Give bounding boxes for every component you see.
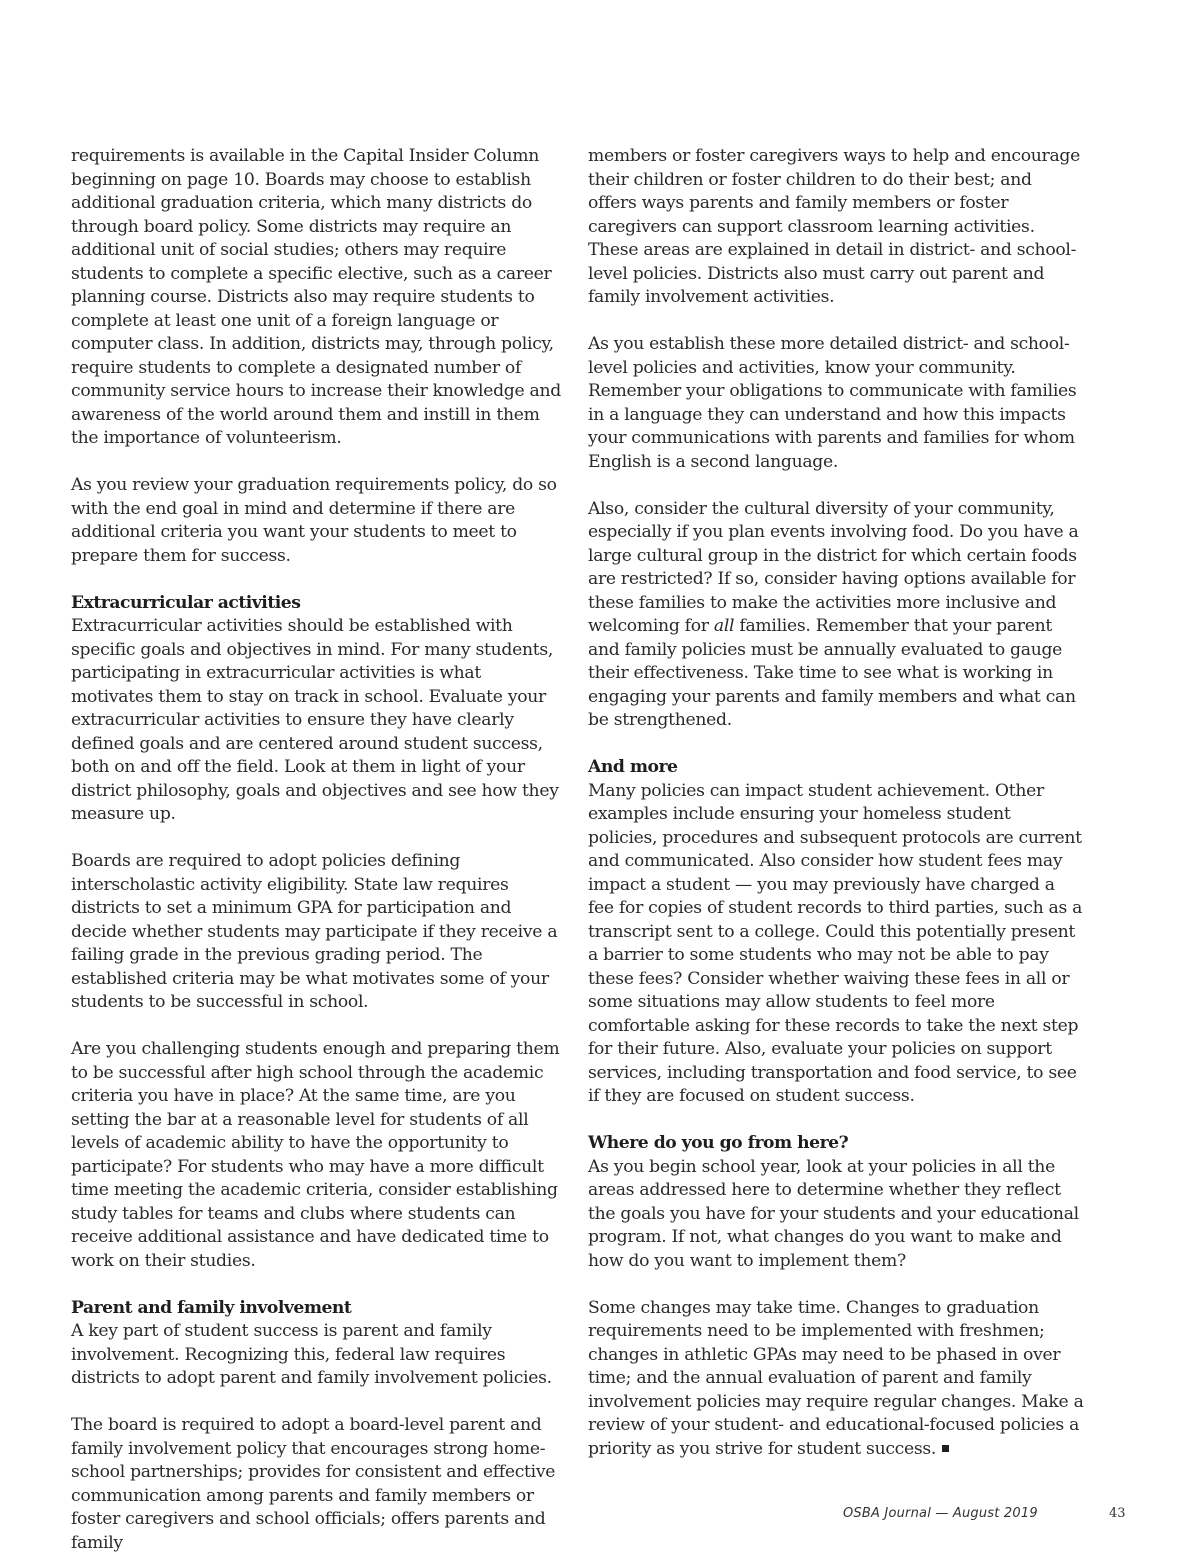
paragraph: The board is required to adopt a board-level parent and family involvement policy that encourages strong home-school partnerships; provides for consistent and effective communication among parents and family members or foster caregivers and school officials; offers parents and family <box>71 1415 556 1553</box>
paragraph: Many policies can impact student achievement. Other examples include ensuring your homeless student policies, procedures and subsequent protocols are current and communicated. Also consider how student fees may impact a student — you may previously have charged a fee for copies of student records to third parties, such as a transcript sent to a college. Could this potentially present a barrier to some students who may not be able to pay these fees? Consider whether waiving these fees in all or some situations may allow students to feel more comfortable asking for these records to take the next step for their future. Also, evaluate your policies on support services, including transportation and food service, to see if they are focused on student success. <box>588 780 1083 1106</box>
paragraph: members or foster caregivers ways to help and encourage their children or foster children to do their best; and offers ways parents and family members or foster caregivers can support classroom learning activities. These areas are explained in detail in district- and school-level policies. Districts also must carry out parent and family involvement activities. <box>588 146 1080 307</box>
end-of-article-mark-icon <box>942 1445 949 1452</box>
right-column <box>588 145 1084 1461</box>
paragraph: Are you challenging students enough and preparing them to be successful after high school through the academic criteria you have in place? At the same time, are you setting the bar at a reasonable level for students of all levels of academic ability to have the opportunity to participate? For students who may have a more difficult time meeting the academic criteria, consider establishing study tables for teams and clubs where students can receive additional assistance and have dedicated time to work on their studies. <box>71 1039 560 1271</box>
text-run: Some changes may take time. Changes to graduation requirements need to be implemented with freshmen; changes in athletic GPAs may need to be phased in over time; and the annual evaluation of parent and family involvement policies may require regular changes. Make a review of your student- and educational-focused policies a priority as you strive for student success. <box>588 1297 1084 1459</box>
paragraph: As you establish these more detailed district- and school-level policies and activities, know your community. Remember your obligations to communicate with families in a language they can understand and how this impacts your communications with parents and families for whom English is a second language. <box>588 334 1077 472</box>
text-run: families. Remember that your parent and family policies must be annually evaluated to gauge their effectiveness. Take time to see what is working in engaging your parents and family members and what can be strengthened. <box>588 616 1076 730</box>
left-column <box>71 145 567 1555</box>
paragraph: Extracurricular activities should be established with specific goals and objectives in mind. For many students, participating in extracurricular activities is what motivates them to stay on track in school. Evaluate your extracurricular activities to ensure they have clearly defined goals and are centered around student success, both on and off the field. Look at them in light of your district philosophy, goals and objectives and see how they measure up. <box>71 616 559 824</box>
footer-journal-title: OSBA Journal — August 2019 <box>843 1506 1038 1521</box>
section-heading-and-more: And more <box>588 757 678 777</box>
paragraph <box>588 1297 1084 1462</box>
text-run: Also, consider the cultural diversity of your community, especially if you plan events involving food. Do you have a large cultural group in the district for which certain foods are restricted? If so, consider having options available for these families to make the activities more inclusive and welcoming for <box>588 498 1079 636</box>
paragraph: requirements is available in the Capital Insider Column beginning on page 10. Boards may choose to establish additional graduation criteria, which many districts do through board policy. Some districts may require an additional unit of social studies; others may require students to complete a specific elective, such as a career planning course. Districts also may require students to complete at least one unit of a foreign language or computer class. In addition, districts may, through policy, require students to complete a designated number of community service hours to increase their knowledge and awareness of the world around them and instill in them the importance of volunteerism. <box>71 146 561 448</box>
paragraph: A key part of student success is parent and family involvement. Recognizing this, federal law requires districts to adopt parent and family involvement policies. <box>71 1321 552 1388</box>
section-heading-extracurricular: Extracurricular activities <box>71 592 301 613</box>
emphasis-text: all <box>713 616 735 636</box>
paragraph <box>588 498 1084 733</box>
section-heading-parent-involvement: Parent and family involvement <box>71 1297 352 1318</box>
page-number: 43 <box>1109 1506 1126 1521</box>
section-heading-where-next: Where do you go from here? <box>588 1133 849 1153</box>
paragraph: Boards are required to adopt policies defining interscholastic activity eligibility. State law requires districts to set a minimum GPA for participation and decide whether students may participate if they receive a failing grade in the previous grading period. The established criteria may be what motivates some of your students to be successful in school. <box>71 851 558 1012</box>
paragraph: As you begin school year, look at your policies in all the areas addressed here to determine whether they reflect the goals you have for your students and your educational program. If not, what changes do you want to make and how do you want to implement them? <box>588 1156 1079 1271</box>
paragraph: As you review your graduation requirements policy, do so with the end goal in mind and determine if there are additional criteria you want your students to meet to prepare them for success. <box>71 475 557 566</box>
